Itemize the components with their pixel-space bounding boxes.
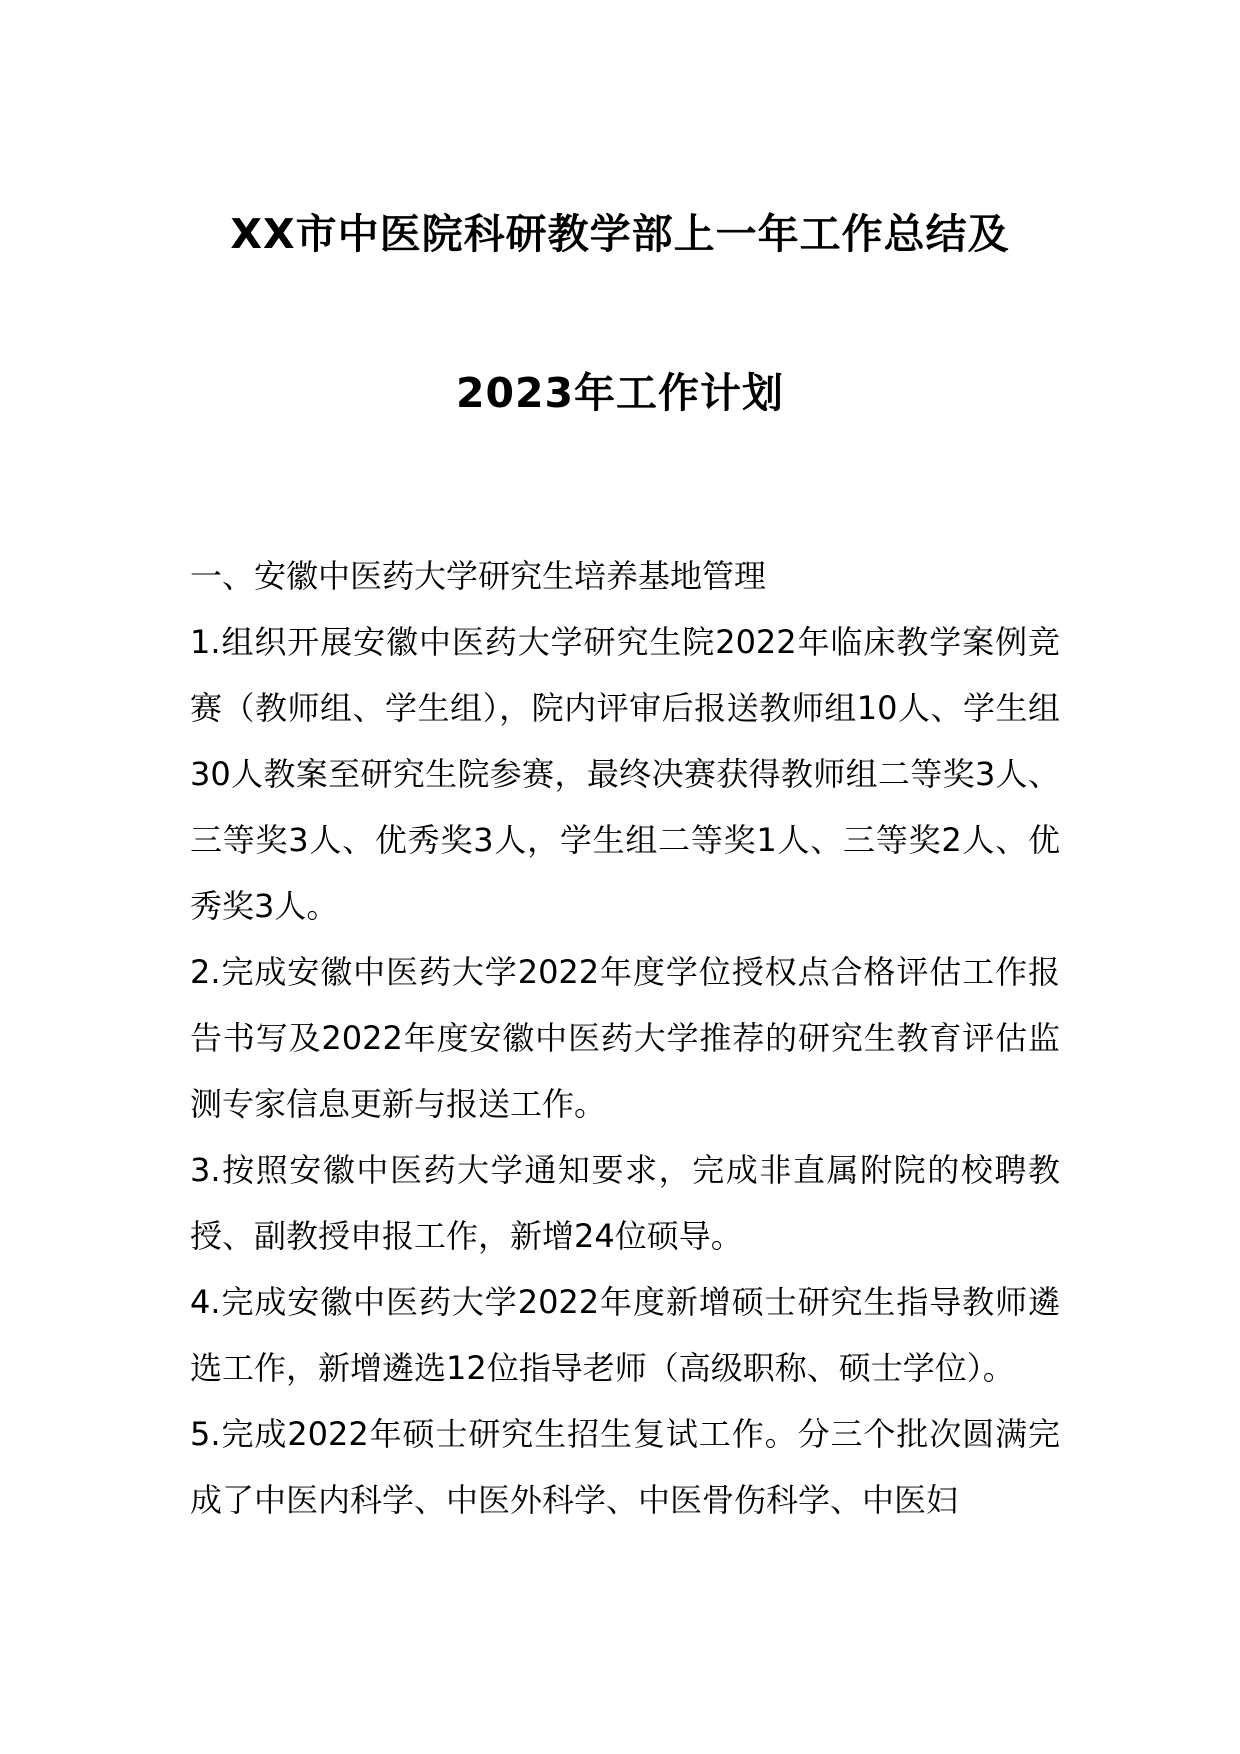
paragraph-4: 4.完成安徽中医药大学2022年度新增硕士研究生指导教师遴选工作，新增遴选12位指导老师（高级职称、硕士学位）。	[190, 1283, 1060, 1387]
paragraph-1: 1.组织开展安徽中医药大学研究生院2022年临床教学案例竞赛（教师组、学生组），院内评审后报送教师组10人、学生组30人教案至研究生院参赛，最终决赛获得教师组二等奖3人、三等奖3人、优秀奖3人，学生组二等奖1人、三等奖2人、优秀奖3人。	[190, 623, 1060, 925]
paragraph-5: 5.完成2022年硕士研究生招生复试工作。分三个批次圆满完成了中医内科学、中医外科学、中医骨伤科学、中医妇	[190, 1415, 1060, 1519]
document-title-line-1: XX市中医院科研教学部上一年工作总结及	[230, 210, 1010, 258]
paragraph-2: 2.完成安徽中医药大学2022年度学位授权点合格评估工作报告书写及2022年度安徽中医药大学推荐的研究生教育评估监测专家信息更新与报送工作。	[190, 953, 1060, 1123]
document-body	[190, 543, 1060, 1533]
document-title-line-2: 2023年工作计划	[455, 369, 785, 417]
paragraph-3: 3.按照安徽中医药大学通知要求，完成非直属附院的校聘教授、副教授申报工作，新增24位硕导。	[190, 1151, 1060, 1255]
section-heading: 一、安徽中医药大学研究生培养基地管理	[190, 557, 767, 595]
